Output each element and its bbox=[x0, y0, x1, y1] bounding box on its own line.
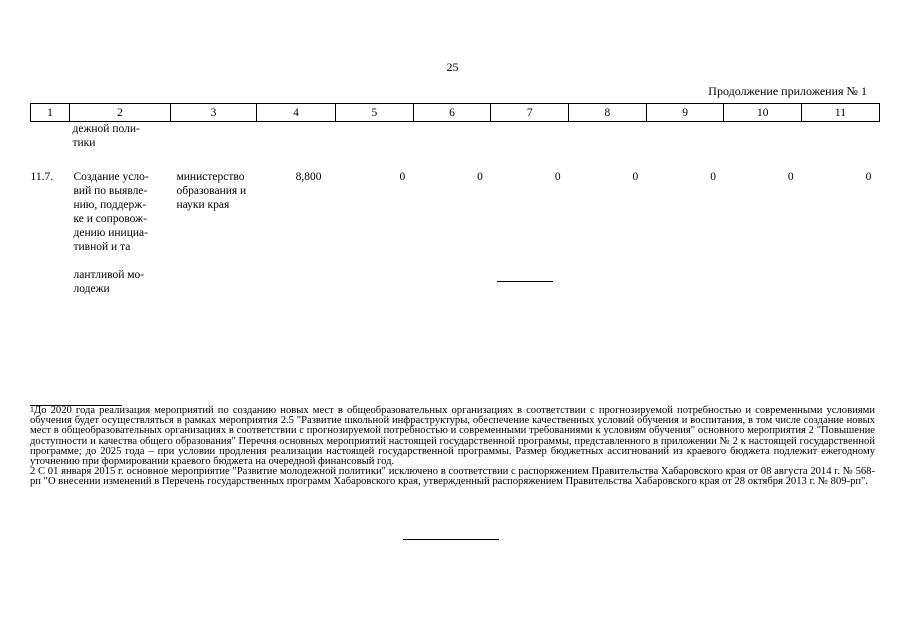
footnote-text: До 2020 года реализация мероприятий по созданию новых мест в общеобразовательных организациях в соответствии с прогнозируемой потребностью и современными условиями обучения будет осуществляться в рамках мероприятия 2.5 "Развитие школьной инфраструктуры, обеспечение качественных условий обучения и воспитания, в том числе создание новых мест в общеобразовательных организациях в соответствии с прогнозируемой потребностью и современными требованиями к условиям обучения" основного мероприятия 2 "Повышение доступности и качества общего образования" Перечня основных мероприятий настоящей государственной программы, представленного в приложении № 2 к настоящей государственной программе; до 2025 года – при условии продления реализации настоящей государственной программы. Размер бюджетных ассигнований из краевого бюджета подлежит ежегодному уточнению при формировании краевого бюджета на очередной финансовый год. bbox=[30, 405, 875, 468]
header-col-10: 10 bbox=[724, 104, 802, 122]
footnote-text: С 01 января 2015 г. основное мероприятие "Развитие молодежной политики" исключено в соответствии с распоряжением Правительства Хабаровского края от 08 августа 2014 г. № 568-рп "О внесении изменений в Перечень государственных программ Хабаровского края, утвержденный распоряжением Правительства Хабаровского края от 28 октября 2013 г. № 809-рп". bbox=[30, 466, 876, 488]
name-line: тивной и та bbox=[73, 241, 131, 253]
executor-line: науки края bbox=[176, 199, 230, 211]
value-col-8: 0 bbox=[632, 171, 639, 183]
footnote-mark: 2 bbox=[30, 466, 36, 478]
value-col-6: 0 bbox=[477, 171, 483, 183]
section-divider bbox=[497, 281, 553, 282]
name-line: вий по выявле- bbox=[73, 185, 148, 197]
header-col-1: 1 bbox=[31, 104, 70, 122]
continuation-label: Продолжение приложения № 1 bbox=[708, 84, 867, 98]
header-col-8: 8 bbox=[569, 104, 647, 122]
header-col-11: 11 bbox=[802, 104, 880, 122]
value-col-5: 0 bbox=[399, 171, 406, 183]
continued-line: тики bbox=[72, 137, 96, 149]
continued-line: дежной поли- bbox=[72, 123, 140, 135]
program-table bbox=[30, 103, 880, 296]
value-col-10: 0 bbox=[787, 171, 794, 183]
header-col-6: 6 bbox=[413, 104, 491, 122]
value-col-9: 0 bbox=[710, 171, 716, 183]
header-col-9: 9 bbox=[646, 104, 724, 122]
row-number: 11.7. bbox=[30, 171, 54, 183]
value-col-11: 0 bbox=[865, 171, 872, 183]
name-line: Создание усло- bbox=[73, 171, 149, 183]
page-number: 25 bbox=[446, 60, 459, 74]
value-col-4: 8,800 bbox=[295, 171, 322, 183]
footnotes bbox=[30, 406, 875, 488]
name-line: дению инициа- bbox=[73, 227, 148, 239]
footnote-mark: 1 bbox=[30, 405, 34, 414]
executor-cell bbox=[171, 156, 257, 296]
activity-name-cell bbox=[70, 156, 171, 296]
name-line: нию, поддерж- bbox=[73, 199, 147, 211]
footnote-1 bbox=[30, 406, 875, 467]
footnote-2 bbox=[30, 467, 875, 487]
header-row bbox=[31, 104, 880, 122]
header-col-5: 5 bbox=[336, 104, 414, 122]
executor-line: министерство bbox=[176, 171, 245, 183]
name-line: лантливой мо- bbox=[73, 269, 145, 281]
continued-cell bbox=[31, 122, 880, 157]
table-row bbox=[31, 156, 880, 296]
name-line: лодежи bbox=[73, 283, 110, 295]
end-divider bbox=[403, 539, 499, 540]
header-col-4: 4 bbox=[257, 104, 336, 122]
value-col-7: 0 bbox=[554, 171, 561, 183]
name-line: ке и сопровож- bbox=[73, 213, 147, 225]
header-col-7: 7 bbox=[491, 104, 569, 122]
continued-row bbox=[31, 122, 880, 157]
header-col-3: 3 bbox=[171, 104, 257, 122]
executor-line: образования и bbox=[176, 185, 247, 197]
header-col-2: 2 bbox=[70, 104, 171, 122]
